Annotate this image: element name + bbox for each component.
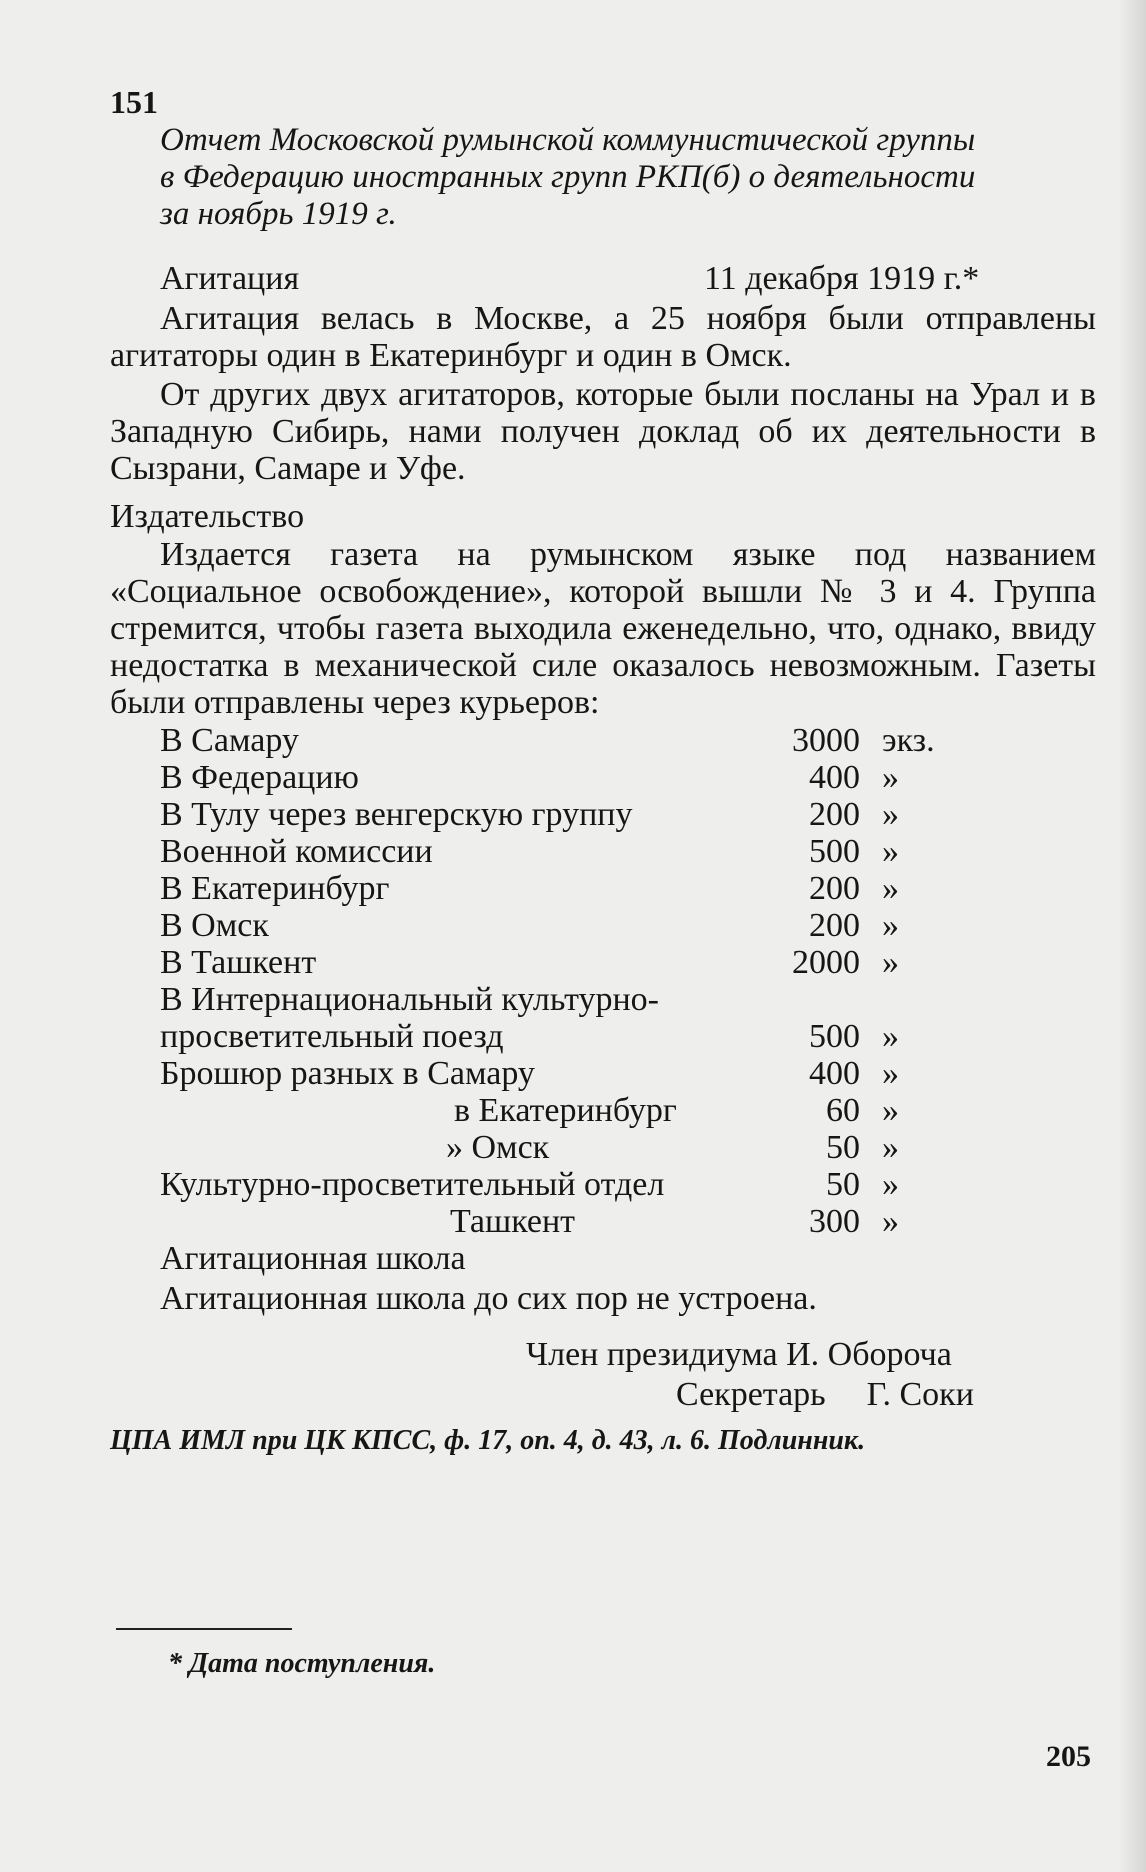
- distribution-row: [160, 1129, 920, 1166]
- distribution-quantity: 3000: [792, 722, 860, 759]
- distribution-unit: »: [882, 833, 899, 870]
- footnote: * Дата поступления.: [168, 1648, 436, 1679]
- distribution-destination: Ташкент: [450, 1203, 576, 1240]
- signature-name: Г. Соки: [866, 1376, 974, 1413]
- distribution-row: [160, 722, 935, 759]
- distribution-row: [160, 1055, 920, 1092]
- footnote-divider: [116, 1628, 292, 1630]
- distribution-unit: »: [882, 870, 899, 907]
- document-date: 11 декабря 1919 г.*: [704, 260, 980, 297]
- distribution-quantity: 50: [826, 1129, 860, 1166]
- signature-line: [526, 1336, 952, 1373]
- distribution-unit: »: [882, 1129, 899, 1166]
- distribution-row: [160, 944, 920, 981]
- distribution-unit: »: [882, 1166, 899, 1203]
- distribution-destination: В Самару: [160, 722, 299, 759]
- section-heading-publishing: Издательство: [110, 498, 305, 535]
- distribution-row: [160, 870, 920, 907]
- school-text: Агитационная школа до сих пор не устроена.: [160, 1280, 817, 1317]
- distribution-quantity: 500: [809, 1018, 860, 1055]
- distribution-table: [160, 722, 935, 1240]
- distribution-destination: В Федерацию: [160, 759, 359, 796]
- distribution-quantity: 200: [809, 907, 860, 944]
- distribution-row: [160, 833, 920, 870]
- distribution-quantity: 400: [809, 1055, 860, 1092]
- distribution-row: [160, 981, 920, 1018]
- agitation-heading-row: [160, 260, 1096, 298]
- distribution-quantity: 200: [809, 796, 860, 833]
- distribution-unit: экз.: [882, 722, 935, 759]
- distribution-row: [160, 796, 920, 833]
- distribution-destination: просветительный поезд: [160, 1018, 504, 1055]
- distribution-row: [160, 759, 920, 796]
- distribution-unit: »: [882, 907, 899, 944]
- distribution-row: [160, 907, 920, 944]
- distribution-destination: В Интернациональный культурно-: [160, 981, 659, 1018]
- signature-role: Член президиума: [526, 1336, 778, 1373]
- distribution-quantity: 500: [809, 833, 860, 870]
- title-line: в Федерацию иностранных групп РКП(б) о деятельности: [160, 159, 976, 195]
- distribution-unit: »: [882, 1203, 899, 1240]
- title-line: Отчет Московской румынской коммунистической группы: [160, 122, 976, 158]
- distribution-destination: Брошюр разных в Самару: [160, 1055, 535, 1092]
- distribution-unit: »: [882, 796, 899, 833]
- distribution-quantity: 2000: [792, 944, 860, 981]
- distribution-quantity: 400: [809, 759, 860, 796]
- section-heading-agitation: Агитация: [160, 260, 300, 297]
- distribution-destination: В Тулу через венгерскую группу: [160, 796, 633, 833]
- distribution-row: [160, 1018, 920, 1055]
- distribution-row: [160, 1203, 920, 1240]
- distribution-destination: Военной комиссии: [160, 833, 433, 870]
- distribution-destination: Культурно-просветительный отдел: [160, 1166, 665, 1203]
- distribution-row: [160, 1092, 920, 1129]
- distribution-destination: » Омск: [446, 1129, 550, 1166]
- page-edge-shadow: [1118, 0, 1146, 1872]
- agitation-paragraph-2: От других двух агитаторов, которые были посланы на Урал и в Западную Сибирь, нами получен доклад об их деятельности в Сызрани, Самаре и Уфе.: [110, 376, 1096, 487]
- distribution-unit: »: [882, 1018, 899, 1055]
- distribution-quantity: 60: [826, 1092, 860, 1129]
- signature-role: Секретарь: [676, 1376, 826, 1413]
- distribution-quantity: 300: [809, 1203, 860, 1240]
- section-heading-school: Агитационная школа: [160, 1240, 466, 1277]
- distribution-unit: »: [882, 759, 899, 796]
- archive-reference: ЦПА ИМЛ при ЦК КПСС, ф. 17, оп. 4, д. 43, л. 6. Подлинник.: [110, 1425, 866, 1456]
- document-number: 151: [110, 84, 158, 120]
- distribution-quantity: 50: [826, 1166, 860, 1203]
- distribution-destination: в Екатеринбург: [454, 1092, 677, 1129]
- distribution-row: [160, 1166, 920, 1203]
- agitation-paragraph-1: Агитация велась в Москве, а 25 ноября были отправлены агитаторы один в Екатеринбург и один в Омск.: [110, 300, 1096, 374]
- distribution-quantity: 200: [809, 870, 860, 907]
- distribution-unit: »: [882, 1092, 899, 1129]
- distribution-unit: »: [882, 944, 899, 981]
- distribution-destination: В Омск: [160, 907, 269, 944]
- distribution-destination: В Ташкент: [160, 944, 317, 981]
- publishing-paragraph: Издается газета на румынском языке под названием «Социальное освобождение», которой вышли № 3 и 4. Группа стремится, чтобы газета выходила еженедельно, что, однако, ввиду недостатка в механической силе оказалось невозможным. Газеты были отправлены через курьеров:: [110, 536, 1096, 721]
- signature-name: И. Обороча: [786, 1336, 952, 1373]
- distribution-destination: В Екатеринбург: [160, 870, 390, 907]
- distribution-unit: »: [882, 1055, 899, 1092]
- document-title: [160, 122, 1096, 233]
- signature-line: [676, 1376, 974, 1413]
- page-number: 205: [1046, 1740, 1091, 1773]
- title-line: за ноябрь 1919 г.: [160, 196, 397, 232]
